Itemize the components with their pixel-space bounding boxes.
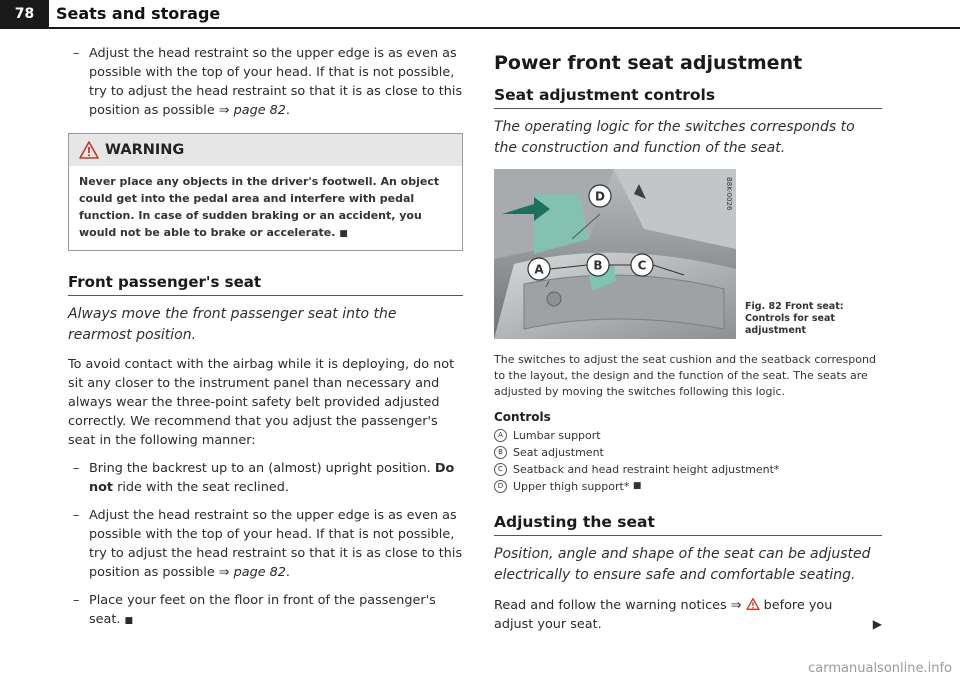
warning-triangle-icon <box>746 598 760 610</box>
arrow-icon: ⇒ <box>730 598 742 613</box>
warning-text: Never place any objects in the driver's footwell. An object could get into the pedal area and interfere with pedal function. In case of sudden braking or an accident, you would not be able to brake or accelerate. ■ <box>79 175 440 239</box>
sub-lead: The operating logic for the switches corresponds to the construction and function of the seat. <box>494 119 855 156</box>
page-ref-link[interactable]: page 82 <box>233 565 286 580</box>
label-d <box>589 185 611 207</box>
end-mark: ■ <box>339 229 348 239</box>
figure-caption: Fig. 82 Front seat: Controls for seat adjustment <box>745 301 844 336</box>
arrow-icon: ⇒ <box>218 565 230 580</box>
seat-controls-figure <box>494 169 736 339</box>
figure-description: The switches to adjust the seat cushion and the seatback correspond to the layout, the design and the function of the seat. The seats are adjusted by moving the switches following this logic. <box>494 353 876 398</box>
control-key: D <box>494 480 507 493</box>
label-c <box>631 254 653 276</box>
right-column <box>494 52 882 634</box>
figure-code: B8K-0026 <box>725 177 733 211</box>
section-heading: Front passenger's seat <box>68 273 463 296</box>
watermark: carmanualsonline.info <box>808 661 952 676</box>
arrow-icon: ⇒ <box>218 103 230 118</box>
continue-arrow-icon: ▶ <box>872 617 882 631</box>
intro-bullet: – Adjust the head restraint so the upper edge is as even as possible with the top of your head. If that is not possible, try to adjust the head restraint so that it is as close to this position as possible ⇒ page 82. <box>68 44 463 120</box>
svg-text:C: C <box>637 258 647 273</box>
bullet-backrest: – Bring the backrest up to an (almost) upright position. Do not ride with the seat reclined. <box>68 459 463 497</box>
svg-text:A: A <box>534 262 544 277</box>
chapter-title: Seats and storage <box>56 4 221 23</box>
control-key: B <box>494 446 507 459</box>
main-heading: Power front seat adjustment <box>494 52 803 74</box>
bullet-feet: – Place your feet on the floor in front of the passenger's seat. ■ <box>68 591 463 631</box>
control-key: A <box>494 429 507 442</box>
page-number: 78 <box>0 0 49 28</box>
figure-row <box>494 169 882 339</box>
adjust-lead: Position, angle and shape of the seat can be adjusted electrically to ensure safe and comfortable seating. <box>494 546 871 583</box>
control-item: A Lumbar support <box>494 427 882 444</box>
control-item: B Seat adjustment <box>494 444 882 461</box>
control-item: C Seatback and head restraint height adjustment* <box>494 461 882 478</box>
warning-triangle-icon <box>79 141 99 159</box>
controls-heading: Controls <box>494 410 551 424</box>
adjust-body: Read and follow the warning notices ⇒ before you adjust your seat. ▶ <box>494 598 882 632</box>
adjust-heading: Adjusting the seat <box>494 513 882 536</box>
seat-illustration <box>494 169 736 339</box>
end-mark: ■ <box>632 481 642 491</box>
section-lead: Always move the front passenger seat into the rearmost position. <box>68 306 397 343</box>
svg-text:B: B <box>593 258 603 273</box>
warning-title: WARNING <box>105 142 185 158</box>
controls-list <box>494 427 882 495</box>
sub-heading: Seat adjustment controls <box>494 86 882 109</box>
svg-text:D: D <box>595 189 605 204</box>
warning-header <box>69 134 462 166</box>
control-key: C <box>494 463 507 476</box>
control-item: D Upper thigh support* ■ <box>494 478 882 495</box>
label-a <box>528 258 550 280</box>
page-ref-link[interactable]: page 82 <box>233 103 286 118</box>
end-mark: ■ <box>124 616 134 626</box>
label-b <box>587 254 609 276</box>
bullet-head-restraint: – Adjust the head restraint so the upper edge is as even as possible with the top of your head. If that is not possible, try to adjust the head restraint so that it is as close to this position as possible ⇒ page 82. <box>68 506 463 582</box>
header-rule <box>0 27 960 29</box>
warning-box <box>68 133 463 251</box>
left-column <box>68 44 463 631</box>
section-body: To avoid contact with the airbag while it is deploying, do not sit any closer to the instrument panel than necessary and always wear the three-point safety belt provided adjusted correctly. We recommend that you adjust the passenger's seat in the following manner: <box>68 357 455 448</box>
